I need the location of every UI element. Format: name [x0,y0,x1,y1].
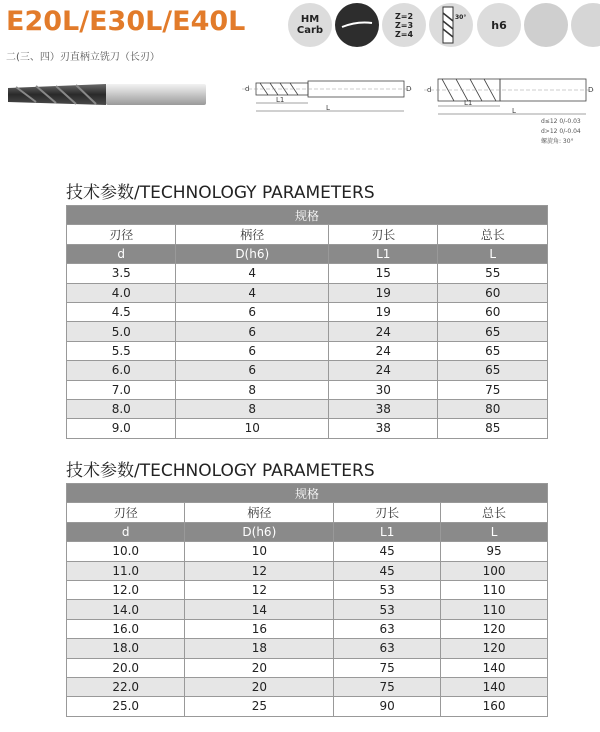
col-subheader: L [438,244,548,263]
product-title: E20L/E30L/E40L [6,6,246,37]
table-cell: 53 [334,580,441,599]
end-mill-image [6,82,208,108]
table-row [67,380,548,399]
label-d: d [245,85,250,93]
table-cell: 22.0 [67,677,185,696]
col-header: 刃长 [328,225,437,244]
table-cell: 18 [185,639,334,658]
table-row [67,639,548,658]
table-cell: 85 [438,419,548,438]
table-cell: 5.0 [67,322,176,341]
table-cell: 53 [334,600,441,619]
table-cell: 38 [328,419,437,438]
table-cell: 160 [441,697,548,716]
table-row [67,658,548,677]
table-row [67,264,548,283]
table-cell: 20.0 [67,658,185,677]
table-row [67,361,548,380]
flute-count-3: Z=3 [394,20,414,30]
table-cell: 75 [438,380,548,399]
table-cell: 9.0 [67,419,176,438]
table-cell: 12.0 [67,580,185,599]
table-cell: 75 [334,658,441,677]
col-header: 刃径 [67,225,176,244]
table-cell: 7.0 [67,380,176,399]
note-line-3: 螺旋角: 30° [541,138,574,145]
table-cell: 6 [176,302,329,321]
table-row [67,419,548,438]
table-cell: 12 [185,580,334,599]
table-cell: 55 [438,264,548,283]
table-cell: 60 [438,283,548,302]
table-group-header: 规格 [67,484,548,503]
blank-badge-1 [524,3,568,47]
table-cell: 38 [328,399,437,418]
table-cell: 75 [334,677,441,696]
label-D-2: D [588,86,594,94]
table-cell: 4.5 [67,302,176,321]
table-row [67,283,548,302]
col-subheader: D(h6) [185,522,334,541]
table-cell: 19 [328,302,437,321]
spec-table-1 [66,205,548,439]
helix-icon [429,3,473,47]
section-2-title: 技术参数/TECHNOLOGY PARAMETERS [66,461,375,481]
table-cell: 63 [334,619,441,638]
table-cell: 4 [176,264,329,283]
col-subheader: d [67,522,185,541]
table-cell: 3.5 [67,264,176,283]
table-cell: 8 [176,380,329,399]
table-cell: 100 [441,561,548,580]
table-cell: 60 [438,302,548,321]
col-header: 总长 [438,225,548,244]
section-1-title: 技术参数/TECHNOLOGY PARAMETERS [66,183,375,203]
table-row [67,600,548,619]
table-cell: 80 [438,399,548,418]
table-cell: 10 [176,419,329,438]
table-group-header: 规格 [67,206,548,225]
flutes-badge [382,3,426,47]
note-line-1: d≤12 0/-0.03 [541,118,581,125]
label-D: D [406,85,412,93]
table-row [67,677,548,696]
col-header: 柄径 [176,225,329,244]
table-cell: 24 [328,322,437,341]
col-subheader: d [67,244,176,263]
table-cell: 110 [441,600,548,619]
table-cell: 8 [176,399,329,418]
tolerance-notes [541,117,581,147]
table-cell: 25.0 [67,697,185,716]
table-cell: 24 [328,361,437,380]
helix-angle-label: 30° [455,14,467,21]
table-cell: 20 [185,677,334,696]
table-cell: 8.0 [67,399,176,418]
table-cell: 12 [185,561,334,580]
table-cell: 6.0 [67,361,176,380]
coating-badge [335,3,379,47]
table-row [67,580,548,599]
table-cell: 6 [176,322,329,341]
table-cell: 16.0 [67,619,185,638]
table-cell: 18.0 [67,639,185,658]
table-cell: 120 [441,619,548,638]
col-subheader: L [441,522,548,541]
table-cell: 14 [185,600,334,619]
table-cell: 140 [441,658,548,677]
diagram-3-4-flute [424,73,596,119]
table-cell: 16 [185,619,334,638]
table-cell: 45 [334,542,441,561]
table-cell: 90 [334,697,441,716]
table-cell: 65 [438,361,548,380]
table-cell: 4.0 [67,283,176,302]
col-subheader: D(h6) [176,244,329,263]
label-L-2: L [512,107,516,115]
material-badge: HM Carb [288,3,332,47]
table-cell: 30 [328,380,437,399]
table-cell: 19 [328,283,437,302]
table-cell: 14.0 [67,600,185,619]
table-cell: 10.0 [67,542,185,561]
table-cell: 65 [438,341,548,360]
table-row [67,542,548,561]
table-cell: 24 [328,341,437,360]
table-row [67,697,548,716]
table-cell: 25 [185,697,334,716]
table-cell: 20 [185,658,334,677]
diagram-2-flute [242,73,414,119]
table-cell: 110 [441,580,548,599]
table-row [67,399,548,418]
col-header: 柄径 [185,503,334,522]
label-d-2: d [427,86,432,94]
col-subheader: L1 [334,522,441,541]
table-cell: 63 [334,639,441,658]
helix-angle-badge [429,3,473,47]
table-cell: 45 [334,561,441,580]
flute-count-4: Z=4 [394,29,414,39]
tolerance-badge: h6 [477,3,521,47]
feature-badges [288,3,600,53]
table-cell: 65 [438,322,548,341]
note-line-2: d>12 0/-0.04 [541,128,581,135]
spec-table-2 [66,483,548,717]
table-cell: 11.0 [67,561,185,580]
col-header: 刃径 [67,503,185,522]
table-cell: 6 [176,361,329,380]
label-L1: L1 [276,96,285,104]
table-row [67,341,548,360]
table-cell: 10 [185,542,334,561]
col-header: 刃长 [334,503,441,522]
col-subheader: L1 [328,244,437,263]
table-row [67,302,548,321]
product-subtitle: 二(三、四）刃直柄立铣刀（长刃） [6,52,160,63]
table-cell: 140 [441,677,548,696]
label-L1-2: L1 [464,99,473,107]
table-cell: 4 [176,283,329,302]
table-row [67,322,548,341]
flute-count-2: Z=2 [394,11,414,21]
table-cell: 120 [441,639,548,658]
table-cell: 6 [176,341,329,360]
blank-badge-2 [571,3,600,47]
table-cell: 5.5 [67,341,176,360]
table-row [67,619,548,638]
label-L: L [326,104,330,112]
table-row [67,561,548,580]
table-cell: 15 [328,264,437,283]
col-header: 总长 [441,503,548,522]
table-cell: 95 [441,542,548,561]
